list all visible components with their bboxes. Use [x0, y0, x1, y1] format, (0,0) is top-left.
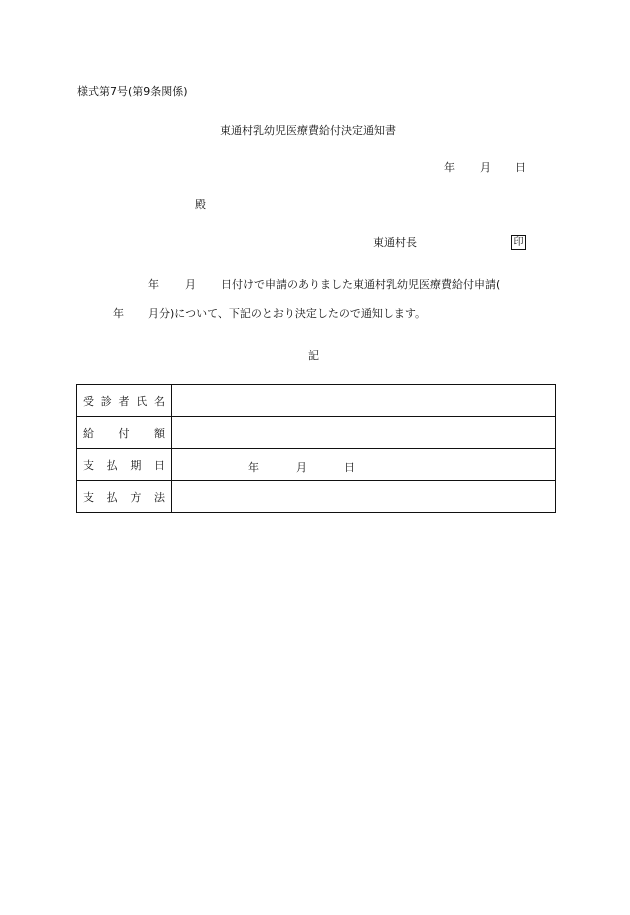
body-line1-text: 日付けで申請のありました東通村乳幼児医療費給付申請(: [221, 278, 501, 291]
addressee-suffix: 殿: [195, 198, 206, 211]
label-char: 名: [154, 394, 165, 408]
value-payment-date[interactable]: [172, 449, 556, 481]
body-line1-month: 月: [185, 278, 196, 291]
label-char: 方: [130, 490, 142, 504]
issuer-name: 東通村長: [373, 236, 417, 249]
table-row-payment-date: [77, 449, 556, 481]
label-char: 診: [100, 394, 112, 408]
label-char: 受: [83, 394, 94, 408]
table-row-recipient-name: [77, 385, 556, 417]
label-char: 日: [153, 458, 165, 472]
decision-table: [76, 384, 556, 513]
label-benefit-amount: [77, 417, 172, 449]
label-char: 額: [154, 426, 165, 440]
value-benefit-amount[interactable]: [172, 417, 556, 449]
label-char: 法: [153, 490, 165, 504]
body-line1-year: 年: [148, 278, 159, 291]
body-line2-year: 年: [113, 307, 124, 320]
label-recipient-name: [77, 385, 172, 417]
value-payment-method[interactable]: [172, 481, 556, 513]
issue-date-day: 日: [515, 161, 526, 174]
body-line2-text: 月分)について、下記のとおり決定したので通知します。: [148, 307, 426, 320]
label-char: 支: [83, 458, 94, 472]
seal-mark: 印: [511, 235, 526, 250]
ki-heading: 記: [308, 349, 319, 362]
document-title: 東通村乳幼児医療費給付決定通知書: [220, 124, 396, 137]
payment-date-month: 月: [296, 461, 307, 474]
table-row-benefit-amount: [77, 417, 556, 449]
payment-date-day: 日: [344, 461, 355, 474]
label-char: 付: [118, 426, 130, 440]
label-payment-method: [77, 481, 172, 513]
table-row-payment-method: [77, 481, 556, 513]
label-char: 氏: [136, 394, 148, 408]
label-char: 支: [83, 490, 94, 504]
label-payment-date: [77, 449, 172, 481]
value-recipient-name[interactable]: [172, 385, 556, 417]
label-char: 払: [106, 458, 118, 472]
label-char: 者: [118, 394, 130, 408]
payment-date-year: 年: [248, 461, 259, 474]
label-char: 給: [83, 426, 94, 440]
form-number: 様式第7号(第9条関係): [77, 85, 188, 98]
issue-date-year: 年: [444, 161, 455, 174]
label-char: 期: [130, 458, 142, 472]
label-char: 払: [106, 490, 118, 504]
issue-date-month: 月: [480, 161, 491, 174]
